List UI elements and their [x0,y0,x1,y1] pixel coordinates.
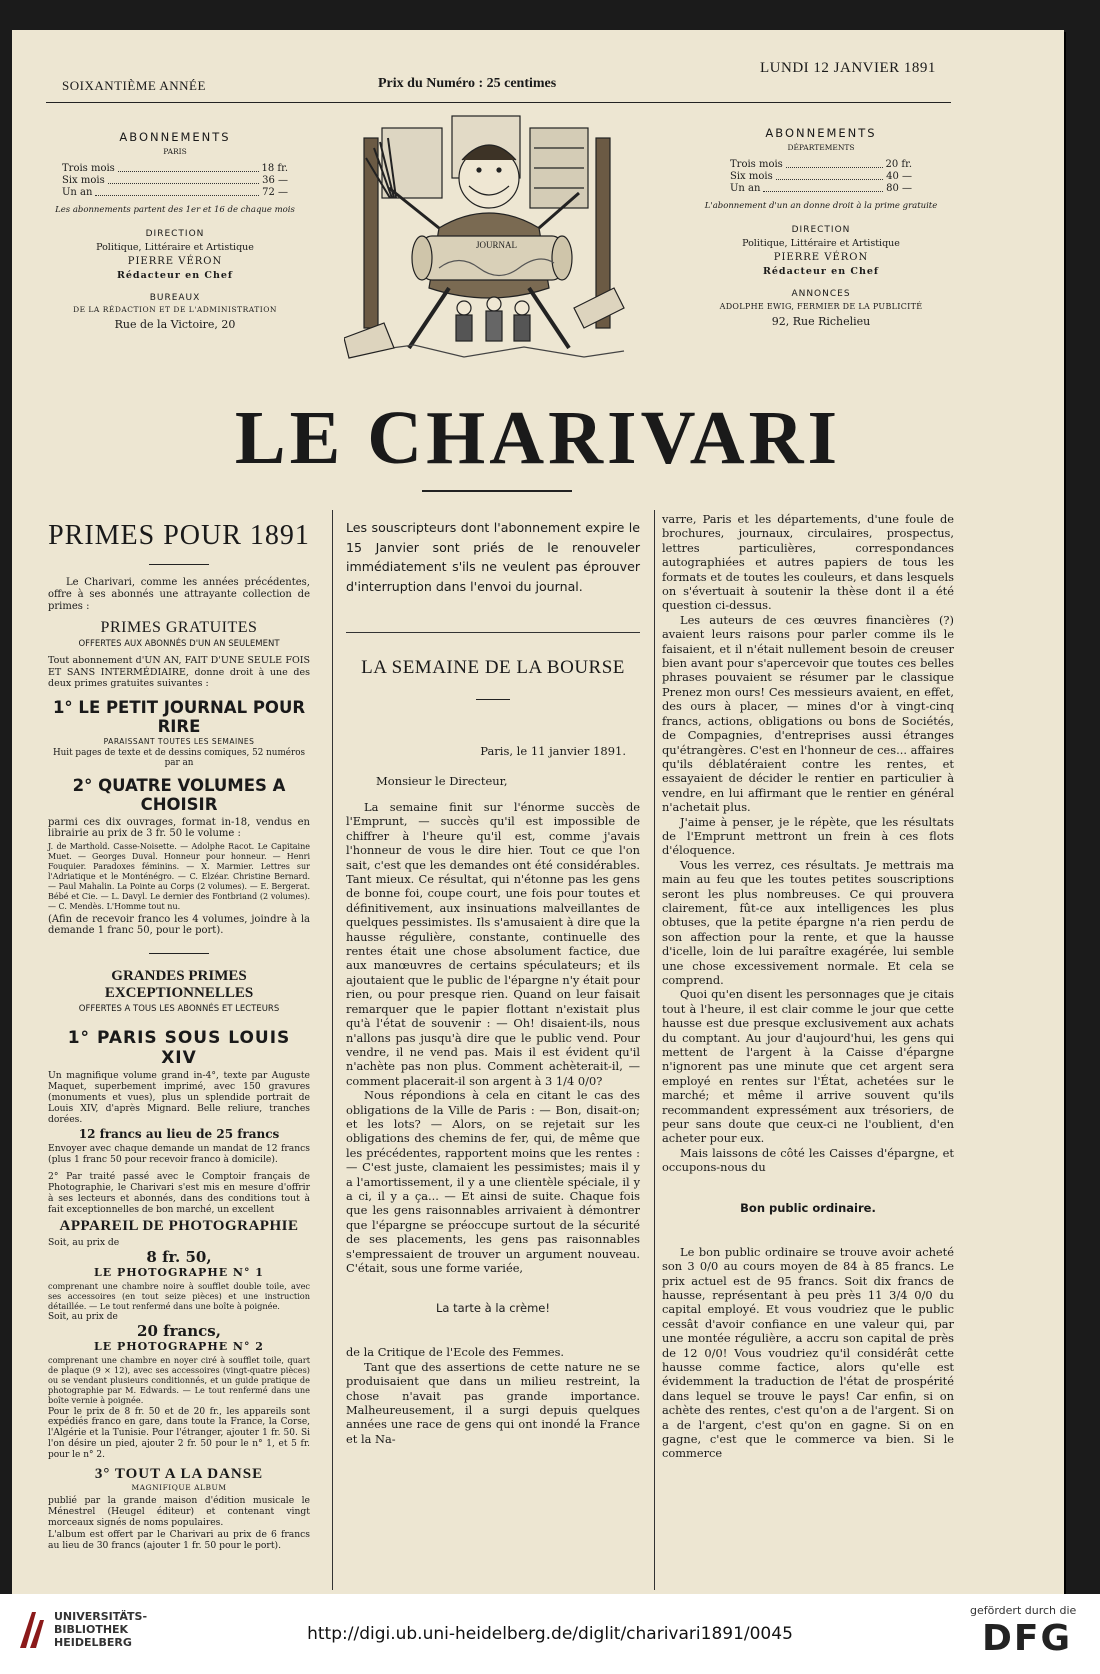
bourse-paragraph: La semaine finit sur l'énorme succès de l'Emprunt, — succès qu'il est impossible de chiffrer à l'heure qu'il est, comme j'avais l'honneur de vous le dire hier. Tout ce que l'on sait, c'est que les demandes ont été considérables. Tant mieux. Ce résultat, qui n'étonne pas les gens de bonne foi, coupe court, une fois pour toutes et définitivement, aux insinuations malveillantes de quelques pessimistes. Ils s'amusaient à dire que la hausse régulière, constante, continuelle des rentes était une chose absolument factice, due aux manœuvres de certains spéculateurs; et ils ajoutaient que le public de l'épargne n'y était pour rien, ou pour presque rien. Quand on leur faisait remarquer que le papier flottant n'existait plus qu'à l'état de souvenir : — Oh! disaient-ils, nous n'allons pas jusqu'à dire que le public vend. Pour vendre, il ne vend pas. Mais il est évident qu'il n'achète pas non plus. Comment achèterait-il, — comment placerait-il son argent à 3 1/4 0/0? [346,800,640,1088]
prime-paris-text: Un magnifique volume grand in-4°, texte par Auguste Maquet, superbement imprimé, avec 150 gravures (monuments et vues), plus un splendide portrait de Louis XIV, d'après Mignard. Belle reliure, tranches dorées. [48,1069,310,1125]
column-rule-2 [654,510,655,1590]
prime-photo-intro: 2° Par traité passé avec le Comptoir français de Photographie, le Charivari s'est mis en mesure d'offrir à ses lecteurs et abonnés, dans des conditions tout à fait exceptionnelles de bon marché, un excellent [48,1170,310,1215]
left-director: PIERRE VÉRON [127,256,223,267]
left-bureaux-sub: DE LA RÉDACTION ET DE L'ADMINISTRATION [73,305,277,314]
prime-photo-soit: Soit, au prix de [48,1236,120,1248]
primes-gratuites-text: Tout abonnement d'UN AN, FAIT D'UNE SEULE FOIS ET SANS INTERMÉDIAIRE, donne droit à une des deux primes gratuites suivantes : [48,655,310,689]
bourse-paragraph: Nous répondions à cela en citant le cas des obligations de la Ville de Paris : — Bon, disait-on; et les lots? — Alors, on se rejetait sur les obligations des chemins de fer, qui, de même que les précédentes, rapportent moins que les rentes : — C'est juste, clamaient les pessimistes; mais il y a l'amortissement, il y a une clientèle spéciale, il y a ci, il y a ça... — Et ainsi de suite. Chaque fois que les gens raisonnables arrivaient à démontrer que l'épargne se préoccupe surtout de la sécurité de ses placements, les gens pas raisonnables s'empressaient de trouver un argument nouveau. C'était, sous une forme variée, [346,1088,640,1275]
right-subscription-note: L'abonnement d'un an donne droit à la prime gratuite [704,201,938,211]
dfg-logo: DFG [982,1618,1073,1659]
bourse-heading: LA SEMAINE DE LA BOURSE [361,657,625,678]
tarte-heading: La tarte à la crème! [436,1301,550,1316]
right-abonnements-subtitle: DÉPARTEMENTS [787,143,855,152]
column-rule-1 [332,510,333,1590]
prime-petit-journal: 1° LE PETIT JOURNAL POUR RIRE [52,697,306,736]
masthead-title: LE CHARIVARI [234,396,842,480]
prime-paris-send: Envoyer avec chaque demande un mandat de 12 francs (plus 1 franc 50 pour recevoir franco à domicile). [48,1142,310,1165]
left-direction: DIRECTION [145,229,205,239]
prime-photo-heading: APPAREIL DE PHOTOGRAPHIE [59,1217,299,1234]
right-annonces: ANNONCES [791,289,851,299]
left-subscription-box [50,130,300,331]
prime-paris-price: 12 francs au lieu de 25 francs [78,1126,280,1141]
left-abonnements-title: ABONNEMENTS [119,130,231,144]
right-address: 92, Rue Richelieu [771,315,871,328]
primes-gratuites-sub: OFFERTES AUX ABONNÉS D'UN AN SEULEMENT [78,639,280,649]
bourse-paragraph: Vous les verrez, ces résultats. Je mettrais ma main au feu que les toutes petites souscriptions seront les plus nombreuses. Ce qui prouvera clairement, fût-ce aux intelligences les plus obtuses, que la petite épargne n'a rien perdu de son affection pour la rente, et que la hausse d'icelle, loin de lui paraître exagérée, lui semble une chose excessivement normale. Et cela se comprend. [662,857,954,987]
bon-public-heading: Bon public ordinaire. [740,1200,876,1215]
prime-photo-extra: Pour le prix de 8 fr. 50 et de 20 fr., les appareils sont expédiés franco en gare, dans toute la France, la Corse, l'Algérie et la Tunisie. Pour l'étranger, ajouter 1 fr. 50. Si l'on désire un pied, ajouter 2 fr. 50 pour le n° 1, et 5 fr. pour le n° 2. [48,1406,310,1460]
primes-exceptionnelles-sub: OFFERTES A TOUS LES ABONNÉS ET LECTEURS [78,1003,280,1014]
left-address: Rue de la Victoire, 20 [114,318,236,331]
right-rate-price: 40 — [886,171,912,182]
right-rate-price: 20 fr. [885,159,912,170]
left-direction-sub: Politique, Littéraire et Artistique [96,242,254,253]
source-url-link[interactable]: http://digi.ub.uni-heidelberg.de/diglit/charivari1891/0045 [307,1624,793,1644]
left-bureaux: BUREAUX [149,293,201,303]
left-abonnements-subtitle: PARIS [163,147,187,156]
funded-by-label: gefördert durch die [970,1604,1077,1617]
left-rate-price: 18 fr. [261,163,288,174]
prime-photo-price-1: 8 fr. 50, [146,1247,212,1266]
right-abonnements-title: ABONNEMENTS [765,126,877,140]
prime-danse-sub: MAGNIFIQUE ALBUM [131,1483,227,1493]
newspaper-page [12,30,1064,1602]
left-subscription-note: Les abonnements partent des 1er et 16 de chaque mois [55,205,295,215]
left-rate-label: Trois mois [62,163,115,174]
left-director-role: Rédacteur en Chef [116,270,234,281]
left-rate-price: 36 — [262,175,288,186]
bourse-paragraph: varre, Paris et les départements, d'une foule de brochures, journaux, circulaires, prospectus, lettres particulières, correspondances autographiées et autres papiers de tous les formats et de toutes les couleurs, et dans lesquels on s'évertuait à soutenir la thèse dont il a été question ci-dessus. [662,512,954,613]
prime-paris-louis-xiv: 1° PARIS SOUS LOUIS XIV [67,1027,291,1068]
right-direction: DIRECTION [791,225,851,235]
column-primes [48,520,310,1551]
prime-danse-offer: L'album est offert par le Charivari au prix de 6 francs au lieu de 30 francs (ajouter 1 fr. 50 pour le port). [48,1529,310,1552]
left-rate-label: Un an [62,187,93,198]
prime-photo-soit-2: Soit, au prix de [48,1311,118,1322]
prime-petit-journal-text: Huit pages de texte et de dessins comiques, 52 numéros par an [52,747,306,768]
left-rate-label: Six mois [62,175,105,186]
right-rate-label: Un an [730,183,761,194]
renewal-notice: Les souscripteurs dont l'abonnement expire le 15 Janvier sont priés de le renouveler immédiatement s'ils ne veulent pas éprouver d'interruption dans l'envoi du journal. [346,520,640,594]
primes-exceptionnelles-heading: GRANDES PRIMES EXCEPTIONNELLES [104,967,254,1001]
digitization-footer [0,1594,1100,1674]
right-rate-label: Trois mois [730,159,783,170]
bourse-paragraph: Quoi qu'en disent les personnages que je citais tout à l'heure, il est clair comme le jour que cette hausse est due presque exclusivement aux achats du comptant. Au jour d'aujourd'hui, les gens qui mettent de l'argent à la Caisse d'épargne n'ignorent pas une minute que cet argent sera employé en rentes sur l'État, achetées sur le marché; et même il arrive souvent qu'ils recommandent expressément aux trésoriers, de peur sans doute que ceux-ci ne l'oublient, d'en acheter pour eux. [662,987,954,1146]
right-rate-price: 80 — [886,183,912,194]
primes-gratuites-heading: PRIMES GRATUITES [100,619,258,636]
prime-quatre-volumes: 2° QUATRE VOLUMES A CHOISIR [72,775,286,814]
right-direction-sub: Politique, Littéraire et Artistique [742,238,900,249]
bourse-dateline: Paris, le 11 janvier 1891. [480,744,626,758]
primes-intro: Le Charivari, comme les années précédentes, offre à ses abonnés une attrayante collection de primes : [48,577,310,612]
prime-photo-price-2: 20 francs, [137,1321,221,1340]
prime-photographe-2-text: comprenant une chambre en noyer ciré à soufflet toile, quart de plaque (9 × 12), avec ses accessoires (vingt-quatre pièces) ou se vendant plusieurs conditionnés, et un guide pratique de photographie par M. Edwards. — Le tout renfermé dans une boîte vernie à poignée. [48,1354,310,1405]
masthead-illustration [344,108,634,370]
prime-volumes-note: (Afin de recevoir franco les 4 volumes, joindre à la demande 1 franc 50, pour le port). [48,913,310,936]
prime-photographe-1: LE PHOTOGRAPHE N° 1 [94,1265,264,1279]
bourse-paragraph: J'aime à penser, je le répète, que les résultats de l'Emprunt mettront un frein à ces flots d'éloquence. [662,814,954,858]
prime-quatre-volumes-text: parmi ces dix ouvrages, format in-18, vendus en librairie au prix de 3 fr. 50 le volume : [48,816,310,839]
right-rate-label: Six mois [730,171,773,182]
charivari-man-illustration [344,108,634,370]
journal-banner-text: JOURNAL [476,240,518,250]
date-label: LUNDI 12 JANVIER 1891 [760,60,936,76]
logo-line: HEIDELBERG [54,1636,132,1649]
right-director: PIERRE VÉRON [773,252,869,263]
prime-tout-a-la-danse: 3° TOUT A LA DANSE [94,1466,264,1483]
bourse-paragraph: de la Critique de l'Ecole des Femmes. [346,1345,565,1360]
bourse-paragraph: Mais laissons de côté les Caisses d'épargne, et occupons-nous du [662,1145,954,1175]
prime-danse-text: publié par la grande maison d'édition musicale le Ménestrel (Heugel éditeur) et contenant vingt morceaux signés de noms populaires. [48,1495,310,1529]
logo-line: BIBLIOTHEK [54,1623,129,1636]
prime-photographe-1-text: comprenant une chambre noire à soufflet double toile, avec ses accessoires (en tout seize pièces) et une instruction détaillée. — Le tout renfermé dans une boîte à poignée. [48,1280,310,1311]
logo-line: UNIVERSITÄTS- [54,1610,148,1623]
right-subscription-box [690,126,952,328]
prime-petit-journal-sub: PARAISSANT TOUTES LES SEMAINES [103,736,255,746]
masthead-rule [422,490,572,492]
header-rule [46,102,951,103]
bourse-paragraph: Tant que des assertions de cette nature ne se produisaient que dans un milieu restreint, la chose n'avait pas grande importance. Malheureusement, il a surgi depuis quelques années une race de gens qui ont inondé la France et la Na- [346,1359,640,1446]
right-director-role: Rédacteur en Chef [762,266,880,277]
bourse-paragraph: Les auteurs de ces œuvres financières (?) avaient leurs raisons pour parler comme ils le faisaient, et il n'était nullement besoin de creuser bien avant pour s'apercevoir que toutes ces belles phrases pouvaient se résumer par le classique Prenez mon ours! Ces messieurs avaient, en effet, des ours à placer, — mines d'or à vingt-cinq francs, actions, obligations ou bons de Sociétés, de Compagnies, d'entreprises aussi étranges qu'étrangères. C'est en l'honneur de ces... affaires qu'ils déblatéraient contre les rentes, et essayaient de décider le rentier en particulier à vendre, en lui affirmant que le rentier en général n'achetait plus. [662,612,954,815]
left-rate-price: 72 — [262,187,288,198]
column-bourse-1 [346,518,640,1446]
right-annonces-sub: ADOLPHE EWIG, FERMIER DE LA PUBLICITÉ [719,302,923,311]
bourse-salutation: Monsieur le Directeur, [376,774,508,788]
price-label: Prix du Numéro : 25 centimes [378,76,557,91]
prime-book-list: J. de Marthold. Casse-Noisette. — Adolphe Racot. Le Capitaine Muet. — Georges Duval. Honneur pour honneur. — Henri Fouquier. Paradoxes féminins. — X. Marmier. Lettres sur l'Adriatique et le Monténégro. — C. Elzéar. Christine Bernard. — Paul Mahalin. La Pointe au Corps (2 volumes). — E. Bergerat. Bébé et Cie. — L. Davyl. Le dernier des Fontbriand (2 volumes). — C. Mendès. L'Homme tout nu. [48,841,310,911]
bourse-paragraph: Le bon public ordinaire se trouve avoir acheté son 3 0/0 au cours moyen de 84 à 85 francs. Le prix actuel est de 95 francs. Soit dix francs de hausse, représentant à peu près 11 3/4 0/0 du capital employé. Et vous voudriez que le public cessât d'avoir confiance en une valeur qui, par une montée régulière, a accru son capital de près de 12 0/0! Vous voudriez qu'il considérât cette hausse comme factice, alors qu'elle est évidemment la traduction de l'état de prospérité dans lequel se trouve le pays! Car enfin, si on achète des rentes, c'est qu'on a de l'argent. Si on a de l'argent, c'est qu'on en gagne. Si on en gagne, c'est que le commerce va bien. Si le commerce [662,1244,954,1461]
year-label: SOIXANTIÈME ANNÉE [62,78,206,93]
column-bourse-2 [662,512,954,1461]
prime-photographe-2: LE PHOTOGRAPHE N° 2 [94,1339,264,1353]
primes-title: PRIMES POUR 1891 [48,520,310,551]
